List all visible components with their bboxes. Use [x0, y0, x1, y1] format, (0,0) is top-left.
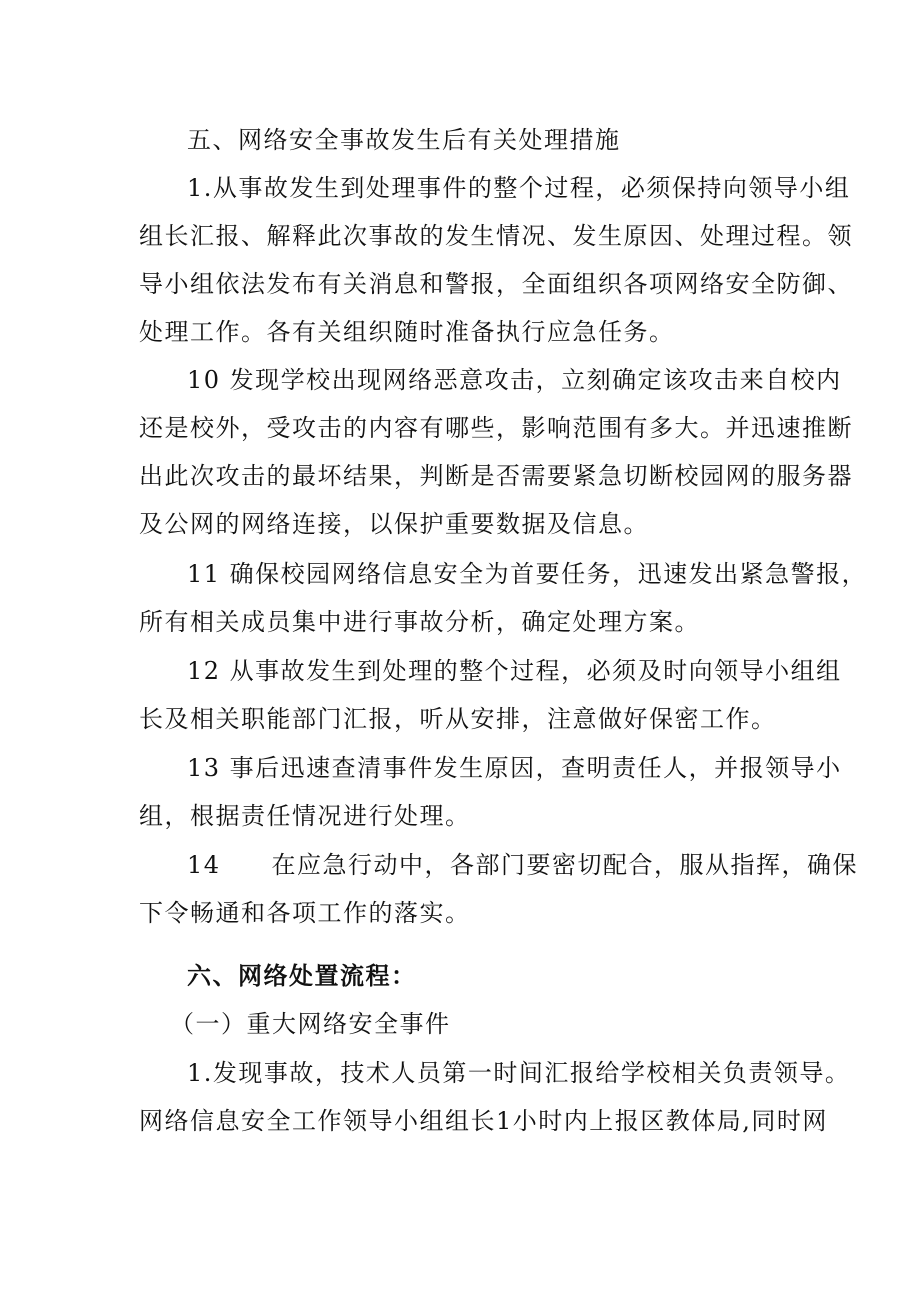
paragraph-line: 组长汇报、解释此次事故的发生情况、发生原因、处理过程。领	[139, 222, 853, 250]
paragraph-line: 12 从事故发生到处理的整个过程，必须及时向领导小组组	[187, 657, 842, 685]
paragraph-line: 1.从事故发生到处理事件的整个过程，必须保持向领导小组	[187, 174, 851, 202]
paragraph-line: 处理工作。各有关组织随时准备执行应急任务。	[139, 318, 675, 346]
paragraph-line: 11 确保校园网络信息安全为首要任务，迅速发出紧急警报，	[187, 560, 868, 588]
paragraph-line: 所有相关成员集中进行事故分析，确定处理方案。	[139, 608, 700, 636]
paragraph-line: 下令畅通和各项工作的落实。	[139, 899, 471, 927]
paragraph-line: 出此次攻击的最坏结果，判断是否需要紧急切断校园网的服务器	[139, 462, 853, 490]
paragraph-line: 13 事后迅速查清事件发生原因，查明责任人，并报领导小	[187, 754, 842, 782]
paragraph-line: 还是校外，受攻击的内容有哪些，影响范围有多大。并迅速推断	[139, 414, 853, 442]
section-heading-5: 五、网络安全事故发生后有关处理措施	[187, 126, 621, 154]
paragraph-line: 及公网的网络连接，以保护重要数据及信息。	[139, 510, 649, 538]
section-heading-6: 六、网络处置流程：	[187, 961, 417, 990]
paragraph-line: 导小组依法发布有关消息和警报，全面组织各项网络安全防御、	[139, 270, 853, 298]
paragraph-line: 14 在应急行动中，各部门要密切配合，服从指挥，确保	[187, 851, 859, 879]
paragraph-line: 组，根据责任情况进行处理。	[139, 802, 471, 830]
subsection-heading: （一）重大网络安全事件	[170, 1010, 451, 1038]
paragraph-line: 10 发现学校出现网络恶意攻击，立刻确定该攻击来自校内	[187, 366, 842, 394]
paragraph-line: 长及相关职能部门汇报，听从安排，注意做好保密工作。	[139, 705, 777, 733]
paragraph-line: 1.发现事故，技术人员第一时间汇报给学校相关负责领导。	[187, 1059, 851, 1087]
paragraph-line: 网络信息安全工作领导小组组长1小时内上报区教体局,同时网	[139, 1107, 828, 1135]
